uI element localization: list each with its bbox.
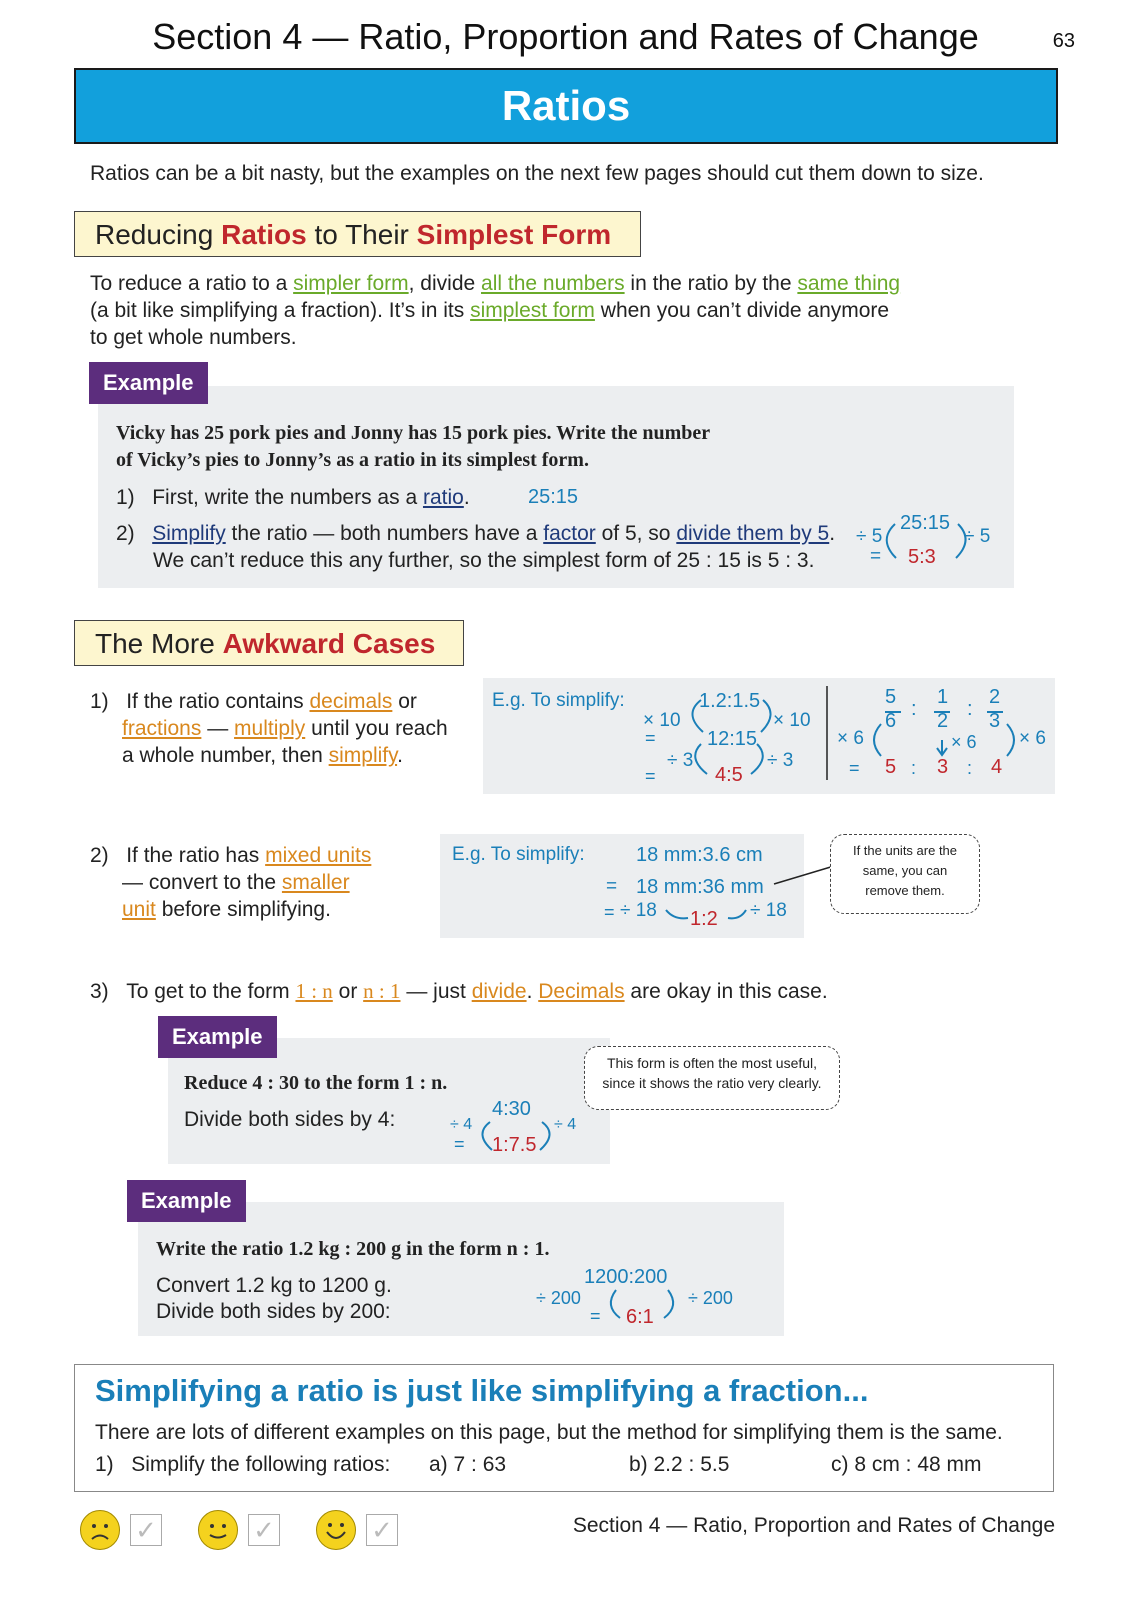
keyword-fractions: fractions [122,717,202,740]
equals-sign: = [645,728,656,748]
ratio-top: 1.2:1.5 [699,690,761,712]
keyword-mixed-units: mixed units [265,844,372,867]
ratio-result: 4:5 [715,764,743,786]
case-number: 1) [90,690,109,713]
question-text: Simplify the following ratios: [131,1453,391,1476]
multiply-right: × 10 [773,710,811,731]
ratio-top: 25:15 [900,512,951,534]
colon: : [967,758,973,778]
divide-left: ÷ 3 [667,750,694,771]
footer-section-title: Section 4 — Ratio, Proportion and Rates of Change [572,1514,1055,1537]
step-1-ratio: 25:15 [528,486,579,508]
text: in the ratio by the [624,272,798,295]
ratio-result: 6:1 [626,1306,654,1328]
text: are okay in this case. [624,980,828,1003]
text: or [392,690,417,713]
example-step: Divide both sides by 200: [156,1300,391,1323]
equals-sign: = [604,902,615,922]
step-number: 1) [116,486,135,509]
text: If the ratio has [126,844,266,867]
example-question: Reduce 4 : 30 to the form 1 : n. [184,1072,448,1094]
text: — convert to the [122,871,282,894]
question-line: of Vicky’s pies to Jonny’s as a ratio in its simplest form. [116,449,589,471]
text: To get to the form [126,980,296,1003]
multiply-left: × 6 [837,728,864,749]
step-text: First, write the numbers as a [152,486,423,509]
step-number: 2) [116,522,135,545]
heading-text: to Their [306,219,417,250]
text: (a bit like simplifying a fraction). It’s in its [90,299,471,322]
multiply-right: × 6 [1019,728,1046,749]
fraction-denominator: 6 [885,710,897,732]
ratio-top: 1200:200 [584,1266,668,1288]
question-c: c) 8 cm : 48 mm [831,1453,982,1476]
ratio-result: 5:3 [908,546,936,568]
face-drawing [317,1511,355,1549]
fraction-denominator: 2 [937,710,949,732]
keyword-divide: divide [471,980,527,1003]
text: . [526,980,539,1003]
equals-sign: = [606,876,618,897]
ratio-top: 4:30 [492,1098,531,1120]
heading-highlight: Awkward Cases [222,628,436,659]
section-heading-awkward-cases [74,620,464,666]
tip-bubble-form: This form is often the most useful, since it shows the ratio very clearly. [584,1046,840,1110]
divide-left: ÷ 5 [856,526,883,547]
keyword-factor: factor [543,522,596,545]
neutral-face-icon[interactable] [198,1510,238,1550]
divide-left: ÷ 4 [450,1116,473,1133]
keyword-ratio: ratio [422,486,464,509]
simplest-form-explanation [90,270,990,351]
step-text: the ratio — both numbers have a [225,522,544,545]
text: to get whole numbers. [90,326,297,349]
eg-label: E.g. To simplify: [452,844,585,865]
section-heading-simplest-form [74,211,641,257]
divide-left: ÷ 200 [536,1288,581,1308]
text: , divide [408,272,482,295]
case-1-text [90,688,480,769]
sad-face-icon[interactable] [80,1510,120,1550]
heading-text: The More [95,628,223,659]
colon: : [967,698,973,720]
heading-highlight: Ratios [221,219,307,250]
heading-highlight: Simplest Form [416,219,612,250]
ratio-middle: 18 mm:36 mm [636,876,764,898]
case-2-example-box [440,834,804,938]
summary-box [74,1364,1054,1492]
multiply-middle: × 6 [951,732,977,752]
text: until you reach [305,717,448,740]
divide-right: ÷ 4 [554,1116,577,1133]
summary-title: Simplifying a ratio is just like simplifying a fraction... [95,1373,869,1408]
question-b: b) 2.2 : 5.5 [629,1453,730,1476]
keyword-smaller: smaller [281,871,350,894]
fraction-denominator: 3 [989,710,1001,732]
equals-sign: = [849,758,860,778]
result-part: 4 [991,756,1003,778]
ratio-top: 18 mm:3.6 cm [636,844,763,866]
face-drawing [81,1511,119,1549]
checkbox-3[interactable]: ✓ [366,1514,398,1546]
keyword-simplify: simplify [328,744,398,767]
result-part: 3 [937,756,949,778]
eg-label: E.g. To simplify: [492,690,625,711]
example-label: Example [127,1180,246,1222]
face-drawing [199,1511,237,1549]
case-number: 3) [90,980,109,1003]
equals-sign: = [645,766,656,786]
step-1 [116,484,470,511]
equals-sign: = [454,1134,465,1154]
divide-right: ÷ 200 [688,1288,733,1308]
text: If the ratio contains [126,690,310,713]
page-number: 63 [1052,30,1075,52]
step-text: . [829,522,836,545]
question-number: 1) [95,1453,114,1476]
page-title: Ratios [74,68,1058,144]
step-text: of 5, so [595,522,677,545]
case-1-example-box [483,678,1055,794]
case-number: 2) [90,844,109,867]
fraction-numerator: 1 [937,686,949,708]
keyword-same-thing: same thing [797,272,901,295]
case-2-text [90,842,420,923]
equals-sign: = [590,1306,601,1326]
example-label: Example [89,362,208,404]
divide-right: ÷ 5 [964,526,991,547]
step-2 [116,520,856,574]
colon: : [911,698,917,720]
fraction-numerator: 5 [885,686,897,708]
example-box-3 [138,1202,784,1336]
text: when you can’t divide anymore [594,299,890,322]
example-3-arrows [138,1202,784,1336]
keyword-divide-by-5: divide them by 5 [676,522,830,545]
keyword-simpler-form: simpler form [293,272,409,295]
checkbox-2[interactable]: ✓ [248,1514,280,1546]
text: a whole number, then [122,744,329,767]
text: or [332,980,364,1003]
example-question [116,420,710,474]
text: before simplifying. [155,898,331,921]
fraction-numerator: 2 [989,686,1001,708]
page-header: Section 4 — Ratio, Proportion and Rates of Change [152,16,979,57]
step-text: . [463,486,470,509]
step-text: We can’t reduce this any further, so the simplest form of 25 : 15 is 5 : 3. [153,549,815,572]
question-a: a) 7 : 63 [429,1453,507,1476]
text: — [201,717,235,740]
text: — just [400,980,472,1003]
keyword-n-1: n : 1 [363,979,401,1003]
heading-text: Reducing [95,219,222,250]
divide-right: ÷ 18 [750,900,787,921]
divide-left: ÷ 18 [620,900,657,921]
happy-face-icon[interactable] [316,1510,356,1550]
ratio-middle: 12:15 [707,728,758,750]
keyword-simplify: Simplify [152,522,226,545]
summary-question [95,1451,390,1478]
text: . [397,744,403,767]
example-question: Write the ratio 1.2 kg : 200 g in the form n : 1. [156,1238,550,1260]
summary-text: There are lots of different examples on this page, but the method for simplifying them is the same. [95,1421,1003,1444]
colon: : [911,758,917,778]
simplify-diagram-1 [850,510,1000,576]
keyword-simplest-form: simplest form [470,299,595,322]
divide-right: ÷ 3 [767,750,794,771]
result-part: 5 [885,756,897,778]
keyword-unit: unit [122,898,156,921]
progress-tracker [80,1508,430,1552]
ratio-result: 1:2 [690,908,718,930]
tip-bubble-units: If the units are the same, you can remove them. [830,834,980,914]
case-3-text [90,978,890,1005]
keyword-decimals: decimals [309,690,393,713]
intro-text: Ratios can be a bit nasty, but the examples on the next few pages should cut them down to size. [90,162,984,185]
example-step: Convert 1.2 kg to 1200 g. [156,1274,392,1297]
keyword-decimals: Decimals [538,980,625,1003]
keyword-1-n: 1 : n [295,979,333,1003]
keyword-multiply: multiply [234,717,306,740]
text: To reduce a ratio to a [90,272,294,295]
example-step: Divide both sides by 4: [184,1108,396,1131]
keyword-all-numbers: all the numbers [481,272,625,295]
example-label: Example [158,1016,277,1058]
multiply-left: × 10 [643,710,681,731]
equals-sign: = [870,546,882,567]
ratio-result: 1:7.5 [492,1134,537,1156]
question-line: Vicky has 25 pork pies and Jonny has 15 pork pies. Write the number [116,422,711,444]
checkbox-1[interactable]: ✓ [130,1514,162,1546]
